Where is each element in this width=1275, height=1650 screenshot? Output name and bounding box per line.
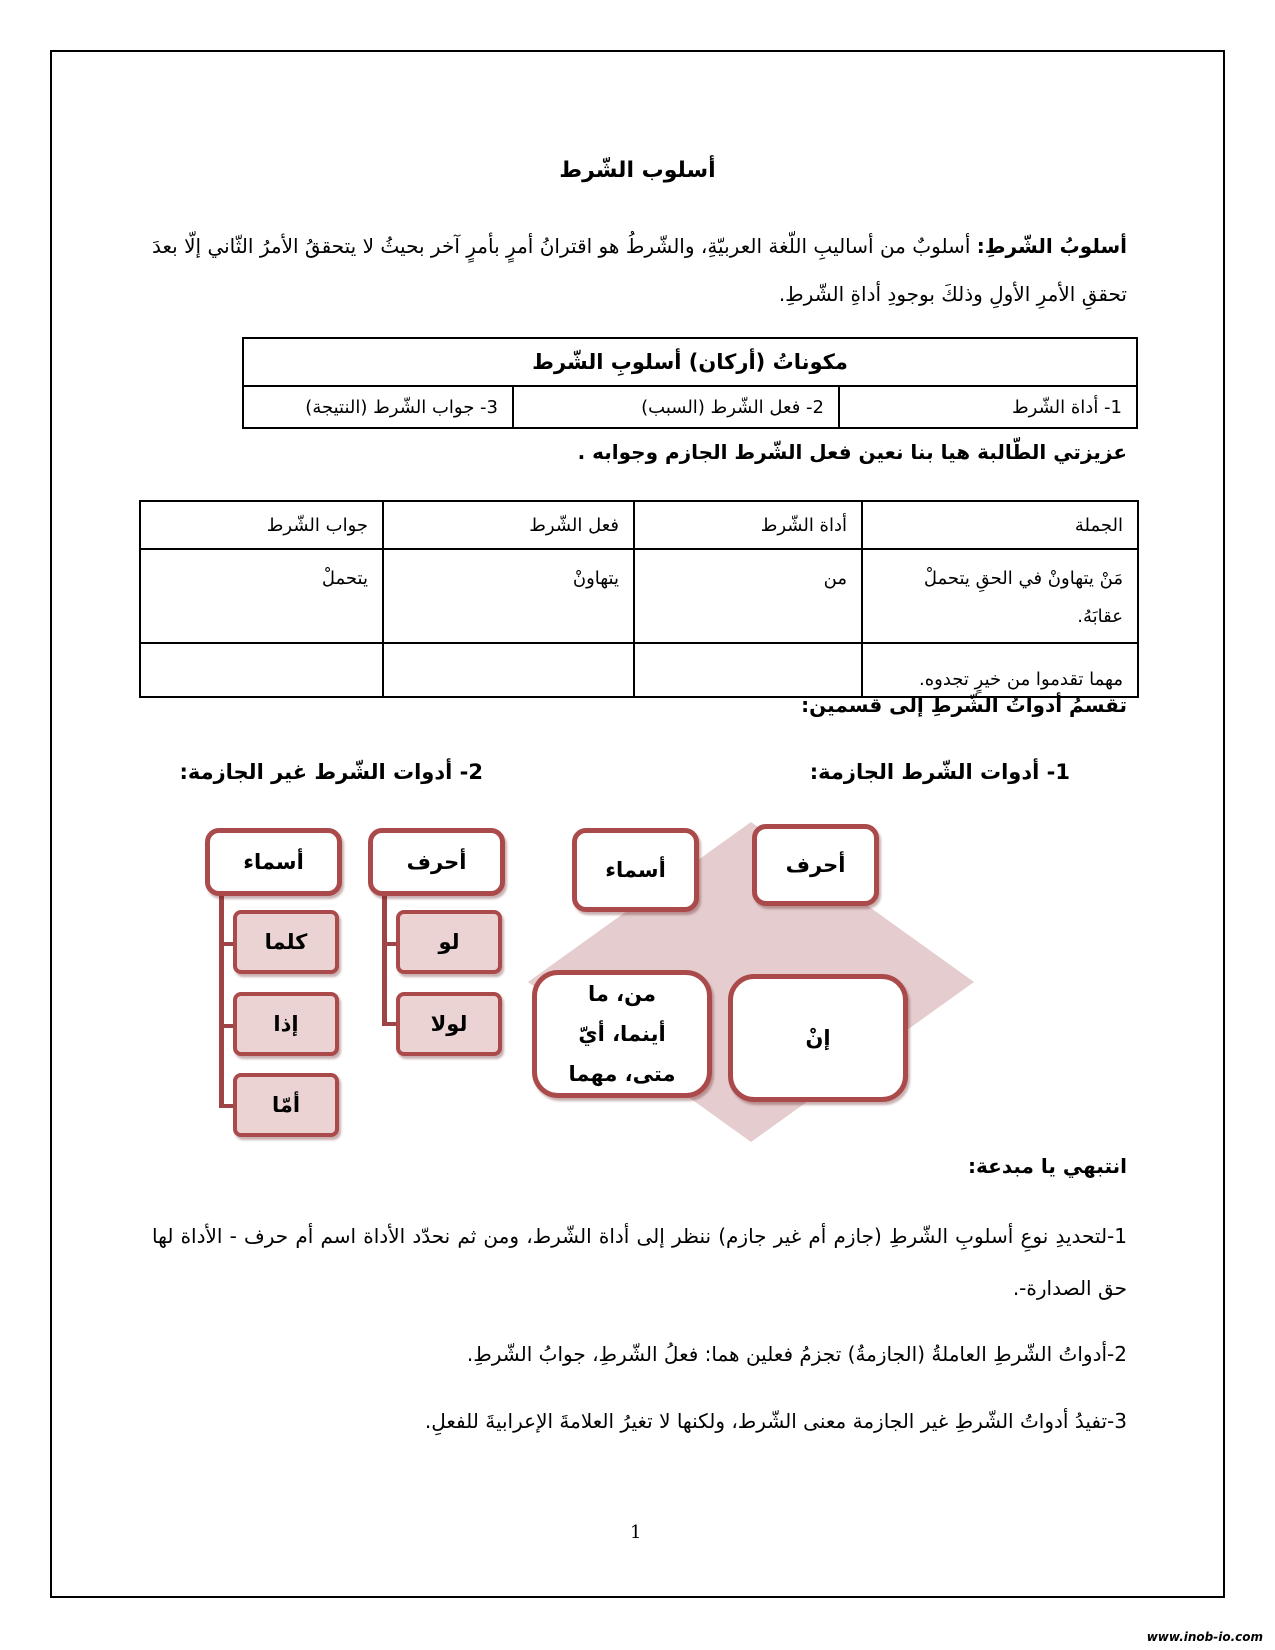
non-jazima-nouns-label: أسماء (243, 850, 304, 874)
instruction-line: عزيزتي الطّالبة هيا بنا نعين فعل الشّرط الجازم وجوابه . (577, 440, 1127, 464)
component-cell: 3- جواب الشّرط (النتيجة) (243, 386, 513, 428)
analysis-header: فعل الشّرط (383, 501, 634, 549)
component-cell: 1- أداة الشّرط (839, 386, 1137, 428)
non-jazima-letters-label-box (368, 828, 505, 896)
jazima-letters-label: أحرف (785, 853, 846, 877)
non-jazima-heading: 2- أدوات الشّرط غير الجازمة: (179, 760, 483, 784)
jazima-nouns-label-box (572, 828, 699, 912)
analysis-cell (383, 643, 634, 697)
definition-text: أسلوبٌ من أساليبِ اللّغة العربيّةِ، والشّرطُ هو اقترانُ أمرٍ بأمرٍ آخر بحيثُ لا يتحققُ الأمرُ الثّاني إلّا بعدَ تحققِ الأمرِ الأولِ وذلكَ بوجودِ أداةِ الشّرطِ. (152, 234, 1127, 306)
components-table (242, 337, 1138, 429)
noun-item-label: كلما (264, 930, 308, 954)
jazima-nouns-label: أسماء (605, 858, 666, 882)
non-jazima-nouns-label-box (205, 828, 342, 896)
non-jazima-noun-item (233, 910, 339, 974)
non-jazima-letter-item (396, 992, 502, 1056)
letters-connector-line (382, 890, 387, 1025)
note-item-3: 3-تفيدُ أدواتُ الشّرطِ غير الجازمة معنى الشّرط، ولكنها لا تغيرُ العلامةَ الإعرابيةَ للفعلِ. (424, 1409, 1127, 1433)
components-table-header: مكوناتُ (أركان) أسلوبِ الشّرط (243, 338, 1137, 386)
jazima-noun-line: متى، مهما (568, 1062, 676, 1086)
analysis-cell: يتحملْ (140, 549, 383, 643)
page-number: 1 (630, 1522, 642, 1543)
table-row (140, 643, 1138, 697)
analysis-cell: يتهاونْ (383, 549, 634, 643)
jazima-nouns-values-box (532, 970, 712, 1098)
jazima-heading: 1- أدوات الشّرط الجازمة: (809, 760, 1070, 784)
non-jazima-noun-item (233, 1073, 339, 1137)
non-jazima-letters-label: أحرف (406, 850, 467, 874)
jazima-noun-line: أينما، أيّ (578, 1022, 666, 1046)
analysis-cell: مهما تقدموا من خيرٍ تجدوه. (862, 643, 1138, 697)
analysis-cell: مَنْ يتهاونْ في الحقِ يتحملْ عقابَهُ. (862, 549, 1138, 643)
definition-paragraph (152, 222, 1127, 318)
page-title: أسلوب الشّرط (559, 158, 716, 183)
letter-item-label: لولا (430, 1012, 468, 1036)
jazima-letters-values-box (728, 974, 908, 1102)
component-cell: 2- فعل الشّرط (السبب) (513, 386, 839, 428)
notes-heading: انتبهي يا مبدعة: (968, 1154, 1127, 1178)
analysis-header: جواب الشّرط (140, 501, 383, 549)
division-heading: تقسمُ أدواتُ الشّرطِ إلى قسمين: (801, 693, 1127, 717)
letter-item-label: لو (438, 930, 460, 954)
non-jazima-noun-item (233, 992, 339, 1056)
watermark-url: www.inob-io.com (1146, 1630, 1263, 1644)
jazima-letter-value: إنْ (805, 1026, 831, 1050)
table-row (140, 549, 1138, 643)
analysis-cell: من (634, 549, 862, 643)
jazima-noun-line: من، ما (587, 982, 657, 1006)
analysis-header: أداة الشّرط (634, 501, 862, 549)
jazima-letters-label-box (752, 824, 879, 906)
analysis-cell (140, 643, 383, 697)
note-item-1: 1-لتحديدِ نوعِ أسلوبِ الشّرطِ (جازم أم غير جازم) ننظر إلى أداة الشّرط، ومن ثم نحدّد الأداة اسم أم حرف - الأداة لها حق الصدارة-. (152, 1224, 1127, 1300)
noun-item-label: أمّا (271, 1093, 301, 1117)
nouns-connector-line (219, 890, 224, 1106)
analysis-table (139, 500, 1139, 698)
note-item-2: 2-أدواتُ الشّرطِ العاملةُ (الجازمةُ) تجزمُ فعلين هما: فعلُ الشّرطِ، جوابُ الشّرطِ. (466, 1342, 1127, 1366)
definition-term: أسلوبُ الشّرطِ: (976, 234, 1128, 258)
non-jazima-letter-item (396, 910, 502, 974)
analysis-cell (634, 643, 862, 697)
noun-item-label: إذا (273, 1012, 299, 1036)
analysis-header: الجملة (862, 501, 1138, 549)
